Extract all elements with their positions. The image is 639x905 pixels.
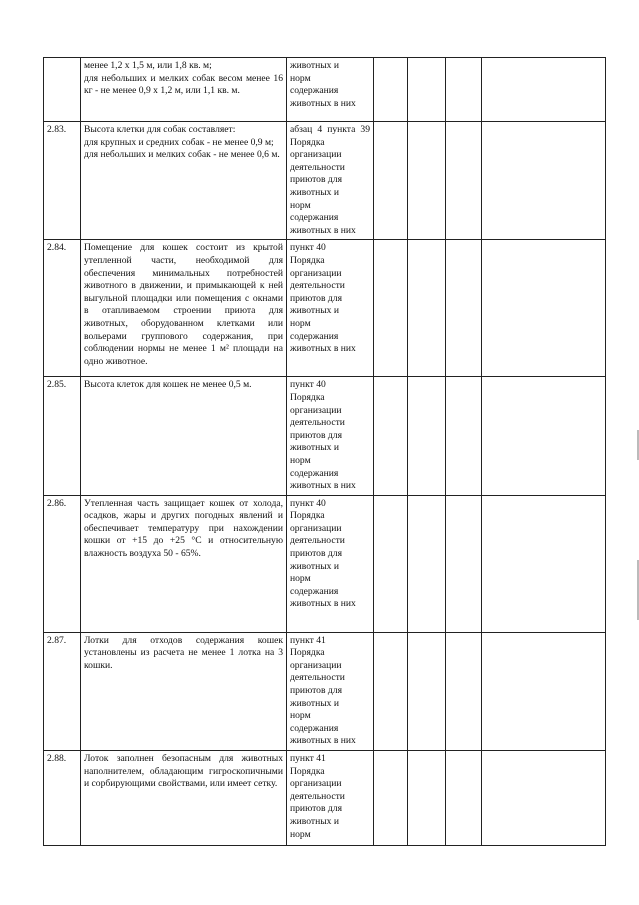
legal-reference (287, 495, 374, 632)
reference-line: норм (290, 317, 311, 329)
reference-line: деятельности (290, 535, 345, 547)
reference-line: норм (290, 72, 311, 84)
legal-reference (287, 751, 374, 846)
reference-line: приютов для (290, 685, 342, 697)
requirement-line: для небольших и мелких собак весом менее 16 кг - не менее 0,9 х 1,2 м, или 1,1 кв. м. (84, 72, 283, 97)
reference-line: животных в них (290, 97, 356, 109)
requirement-line: для небольших и мелких собак - не менее 0,6 м. (84, 149, 280, 161)
reference-line: животных и (290, 816, 339, 827)
empty-answer-cell (446, 632, 482, 750)
empty-answer-cell (446, 58, 482, 122)
reference-line: Порядка (290, 647, 325, 659)
reference-line: пункт 40 (290, 242, 326, 254)
reference-line: организации (290, 267, 342, 279)
table-row (44, 122, 606, 240)
requirement-line: Утепленная часть защищает кошек от холода, осадков, жары и других погодных явлений и обеспечивает температуру при нахождении кошки от +15 до +25 °С и относительную влажность воздуха 50 - 65%. (84, 497, 283, 560)
reference-line: пункт 40 (290, 497, 326, 509)
empty-answer-cell (482, 751, 606, 846)
reference-line: содержания (290, 467, 339, 479)
reference-line: норм (290, 710, 311, 722)
row-number: 2.83. (44, 122, 81, 240)
legal-reference (287, 377, 374, 495)
empty-answer-cell (446, 240, 482, 377)
requirement-line: Помещение для кошек состоит из крытой утепленной части, необходимой для обеспечения минимальных потребностей животного в движении, и примыкающей к ней выгульной площадки или помещения с окнами в отапливаемом строении приюта для животных, оборудованном клетками или вольерами группового содержания, при соблюдении нормы не менее 1 м² площади на одно животное. (84, 242, 283, 367)
reference-line: норм (290, 454, 311, 466)
reference-line: животных и (290, 560, 339, 572)
requirements-table (43, 57, 606, 846)
reference-line: животных и (290, 697, 339, 709)
empty-answer-cell (408, 240, 446, 377)
empty-answer-cell (408, 495, 446, 632)
table-row (44, 58, 606, 122)
empty-answer-cell (408, 751, 446, 846)
table-row (44, 751, 606, 846)
legal-reference (287, 58, 374, 122)
reference-line: деятельности (290, 161, 345, 173)
empty-answer-cell (482, 122, 606, 240)
empty-answer-cell (482, 632, 606, 750)
reference-line: Порядка (290, 391, 325, 403)
table-row (44, 495, 606, 632)
table-row (44, 632, 606, 750)
requirement-text (81, 240, 287, 377)
reference-line: деятельности (290, 672, 345, 684)
requirement-text (81, 751, 287, 846)
requirement-text (81, 377, 287, 495)
empty-answer-cell (446, 751, 482, 846)
requirement-line: менее 1,2 х 1,5 м, или 1,8 кв. м; (84, 60, 212, 71)
empty-answer-cell (408, 377, 446, 495)
reference-line: пункт 41 (290, 634, 326, 646)
empty-answer-cell (374, 632, 408, 750)
reference-line: содержания (290, 722, 339, 734)
reference-line: животных и (290, 60, 339, 71)
reference-line: организации (290, 778, 342, 790)
row-number: 2.86. (44, 495, 81, 632)
reference-line: деятельности (290, 417, 345, 429)
reference-line: деятельности (290, 790, 345, 802)
requirement-text (81, 122, 287, 240)
reference-line: организации (290, 522, 342, 534)
reference-line: пункт 41 (290, 753, 326, 765)
empty-answer-cell (374, 58, 408, 122)
reference-line: приютов для (290, 548, 342, 560)
requirement-line: Высота клетки для собак составляет: (84, 124, 236, 135)
reference-line: норм (290, 199, 311, 211)
reference-line: приютов для (290, 292, 342, 304)
row-number: 2.85. (44, 377, 81, 495)
reference-line: содержания (290, 85, 339, 97)
reference-line: приютов для (290, 174, 342, 186)
legal-reference (287, 632, 374, 750)
reference-line: организации (290, 659, 342, 671)
empty-answer-cell (374, 751, 408, 846)
requirement-text (81, 58, 287, 122)
reference-line: животных в них (290, 224, 356, 236)
row-number (44, 58, 81, 122)
reference-line: животных и (290, 305, 339, 317)
reference-line: пункт 40 (290, 379, 326, 391)
empty-answer-cell (482, 240, 606, 377)
reference-line: животных и (290, 186, 339, 198)
requirement-text (81, 495, 287, 632)
requirement-line: Лоток заполнен безопасным для животных наполнителем, обладающим гигроскопичными и сорбирующими свойствами, или имеет сетку. (84, 753, 283, 790)
empty-answer-cell (374, 240, 408, 377)
reference-line: животных в них (290, 343, 356, 355)
reference-line: Порядка (290, 765, 325, 777)
reference-line: содержания (290, 212, 339, 224)
reference-line: приютов для (290, 803, 342, 815)
requirement-line: Лотки для отходов содержания кошек установлены из расчета не менее 1 лотка на 3 кошки. (84, 634, 283, 671)
empty-answer-cell (374, 122, 408, 240)
table-row (44, 377, 606, 495)
empty-answer-cell (374, 377, 408, 495)
reference-line: Порядка (290, 254, 325, 266)
empty-answer-cell (482, 495, 606, 632)
empty-answer-cell (482, 377, 606, 495)
requirement-line: Высота клеток для кошек не менее 0,5 м. (84, 379, 252, 391)
empty-answer-cell (408, 58, 446, 122)
empty-answer-cell (408, 122, 446, 240)
empty-answer-cell (408, 632, 446, 750)
empty-answer-cell (374, 495, 408, 632)
reference-line: Порядка (290, 510, 325, 522)
empty-answer-cell (482, 58, 606, 122)
reference-line: содержания (290, 585, 339, 597)
reference-line: норм (290, 828, 311, 840)
empty-answer-cell (446, 122, 482, 240)
reference-line: деятельности (290, 280, 345, 292)
row-number: 2.88. (44, 751, 81, 846)
table-body (44, 58, 606, 846)
requirement-text (81, 632, 287, 750)
empty-answer-cell (446, 377, 482, 495)
requirement-line: для крупных и средних собак - не менее 0,9 м; (84, 136, 274, 148)
reference-line: организации (290, 149, 342, 161)
reference-line: норм (290, 573, 311, 585)
reference-line: животных в них (290, 598, 356, 610)
reference-line: приютов для (290, 429, 342, 441)
reference-line: животных в них (290, 735, 356, 747)
row-number: 2.84. (44, 240, 81, 377)
reference-line: содержания (290, 330, 339, 342)
reference-line: абзац 4 пункта 39 Порядка (290, 124, 370, 148)
table-row (44, 240, 606, 377)
reference-line: животных и (290, 442, 339, 454)
legal-reference (287, 240, 374, 377)
reference-line: животных в них (290, 480, 356, 492)
legal-reference (287, 122, 374, 240)
reference-line: организации (290, 404, 342, 416)
empty-answer-cell (446, 495, 482, 632)
row-number: 2.87. (44, 632, 81, 750)
